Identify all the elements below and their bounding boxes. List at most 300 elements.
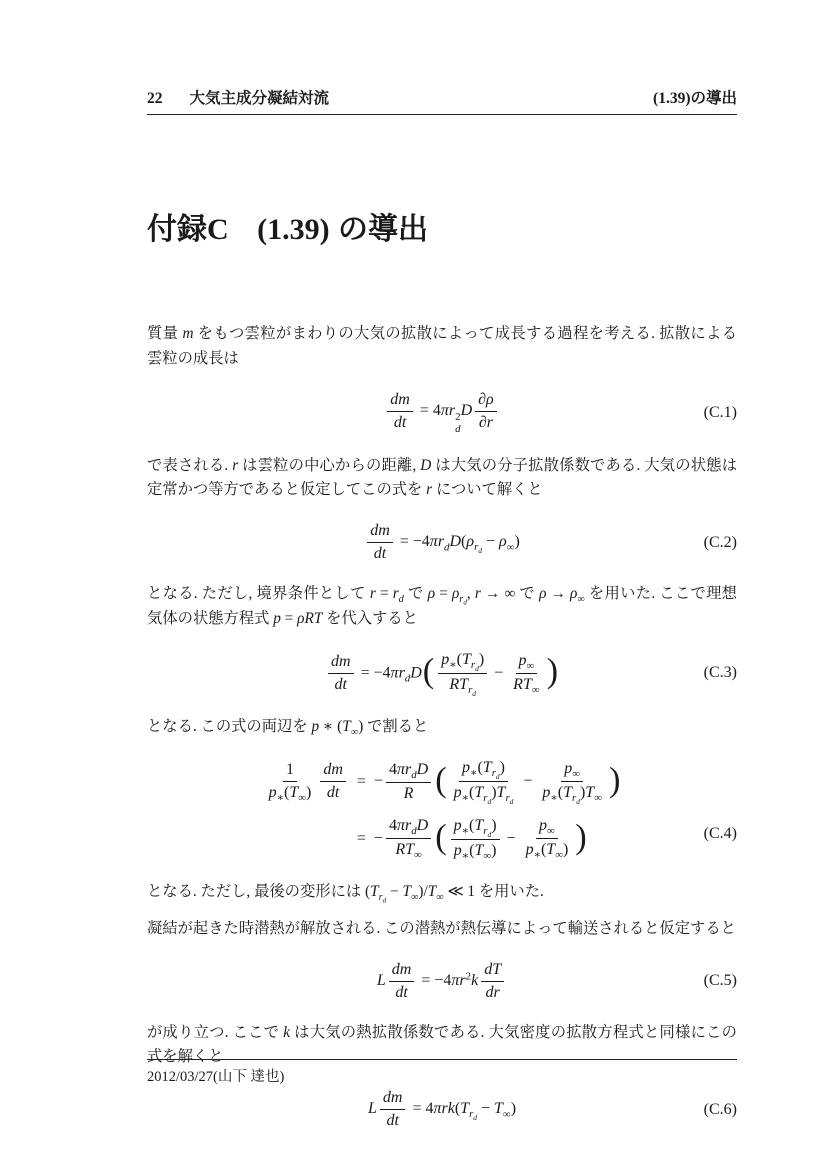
chapter-title-letter: C: [207, 213, 229, 246]
text-run: ): [491, 841, 497, 859]
text-run: ∗: [533, 849, 541, 862]
text-run: ∞: [502, 1108, 511, 1121]
fraction-denominator: [401, 783, 417, 804]
math-variable: T: [494, 1100, 503, 1118]
subscript: [449, 659, 456, 671]
math-variable: πr: [440, 401, 456, 419]
text-run: ∞: [526, 660, 535, 673]
subscript: [492, 767, 500, 779]
chapter-title-number: (1.39): [257, 213, 330, 246]
paragraph: [147, 715, 737, 740]
math-variable: d: [495, 771, 500, 781]
text-run: = −4: [395, 533, 430, 551]
math-variable: p: [462, 759, 471, 777]
math-variable: T: [474, 784, 484, 802]
fraction-denominator: [391, 412, 409, 433]
equation-cell: [259, 753, 353, 811]
math-variable: dm: [330, 652, 351, 670]
fraction-denominator: [510, 674, 542, 696]
math-variable: T: [474, 816, 484, 834]
math-variable: r: [474, 541, 479, 554]
math-variable: dT: [484, 960, 502, 978]
fraction-denominator: [476, 412, 496, 433]
text-run: ∗: [550, 791, 558, 804]
text-run: = 4: [408, 1100, 434, 1118]
math-variable: r: [392, 585, 399, 603]
text-run: ∗: [470, 767, 478, 780]
fraction-denominator: [523, 839, 572, 861]
paragraph: [147, 880, 737, 905]
equation-lines: [259, 753, 626, 867]
text-run: 2: [465, 970, 472, 983]
equation-cell: [373, 955, 511, 1008]
math-variable: r: [378, 891, 383, 903]
math-variable: dt: [386, 1112, 399, 1130]
math-variable: d: [487, 829, 492, 839]
fraction: [539, 759, 605, 805]
page-number: 22: [147, 90, 163, 107]
text-run: ≪ 1: [443, 882, 475, 900]
math-variable: r: [468, 684, 473, 697]
text-run: (: [469, 816, 475, 834]
math-variable: p: [525, 841, 534, 859]
text-run: ∞: [531, 684, 540, 697]
math-variable: d: [444, 541, 450, 554]
text-run: ): [478, 650, 485, 668]
math-variable: r: [483, 792, 488, 805]
math-variable: πr: [390, 664, 405, 682]
subscript: [298, 792, 306, 804]
math-variable: πr: [396, 817, 412, 835]
text-run: ): [510, 1100, 517, 1118]
math-variable: p: [542, 783, 551, 801]
equation-line: [364, 1083, 520, 1136]
text-run: (: [461, 533, 467, 551]
fraction-numerator: [389, 960, 415, 982]
fraction-numerator: [320, 760, 346, 782]
text-run: ∗ (: [319, 718, 343, 736]
fraction: [386, 816, 431, 861]
fraction-numerator: [367, 521, 393, 543]
math-variable: d: [411, 825, 417, 838]
equation-cell: [380, 385, 503, 441]
chapter-title: [147, 212, 737, 248]
math-variable: ρ: [570, 585, 578, 603]
math-variable: πr: [396, 760, 412, 778]
text-run: 凝結が起きた時潜熱が解放される. この潜熱が熱伝導によって輸送されると仮定すると: [147, 919, 736, 937]
text-run: −: [373, 772, 383, 790]
math-variable: D: [410, 664, 422, 682]
math-variable: d: [576, 796, 580, 806]
text-run: ∞: [298, 791, 306, 804]
subscript: [436, 892, 443, 903]
subscript: [462, 850, 469, 862]
text-run: (: [477, 759, 483, 777]
text-run: (: [469, 784, 475, 802]
math-variable: D: [416, 817, 429, 835]
math-variable: T: [289, 783, 299, 801]
header-right-number: (1.39): [653, 90, 691, 107]
text-run: (: [283, 783, 290, 801]
math-variable: dt: [373, 545, 387, 563]
fraction: [510, 651, 542, 696]
equation-line: [380, 385, 503, 441]
fraction-denominator: [392, 982, 410, 1003]
math-variable: d: [487, 797, 492, 807]
text-run: で表される.: [147, 456, 233, 474]
text-run: ∞: [350, 727, 359, 739]
text-run: ): [562, 841, 569, 859]
math-variable: RT: [449, 675, 469, 693]
math-variable: r: [459, 594, 464, 606]
text-run: −: [502, 829, 520, 847]
text-run: ∞: [555, 849, 563, 862]
text-run: −: [373, 829, 383, 847]
math-variable: ρ: [499, 533, 507, 551]
big-parenthesis: (: [435, 817, 447, 856]
fraction-numerator: [387, 390, 413, 412]
math-variable: p: [453, 784, 462, 802]
text-run: = 4: [415, 401, 441, 419]
math-variable: ρ: [427, 585, 436, 603]
text-run: が成り立つ. ここで: [147, 1023, 284, 1041]
text-run: ∞: [436, 891, 444, 903]
math-variable: m: [182, 325, 194, 342]
math-variable: πr: [451, 971, 466, 989]
subscript: [455, 423, 460, 436]
math-variable: T: [460, 1100, 470, 1118]
text-run: = −4: [417, 971, 452, 989]
equation-cell: [259, 811, 353, 867]
math-variable: p: [268, 783, 277, 801]
math-variable: D: [460, 401, 473, 419]
math-variable: d: [478, 546, 482, 556]
fraction: [266, 760, 315, 804]
text-run: で: [403, 585, 428, 603]
math-variable: r: [491, 767, 496, 780]
text-run: ∞: [572, 767, 581, 780]
fraction: [387, 390, 413, 433]
text-run: −: [519, 772, 537, 790]
equation-line: [259, 811, 626, 867]
equation-lines: [380, 385, 503, 441]
text-run: ∗: [461, 792, 470, 805]
subscript: [277, 792, 284, 804]
fraction-denominator: [392, 839, 424, 861]
text-run: (: [454, 1100, 461, 1118]
subscript: [483, 850, 491, 862]
math-variable: dm: [370, 522, 390, 540]
math-variable: D: [449, 533, 462, 551]
text-run: −: [490, 664, 508, 682]
text-run: を代入すると: [322, 609, 418, 627]
fraction: [386, 760, 431, 804]
subscript: [483, 792, 492, 807]
math-variable: ∂ρ: [478, 390, 494, 408]
text-run: 4: [388, 817, 397, 835]
text-run: ∞: [506, 541, 515, 554]
subscript: [469, 1108, 477, 1123]
equation-c2: [147, 516, 737, 569]
equation-cell: [353, 811, 370, 867]
text-run: ∗: [449, 658, 457, 671]
equation-c6: [147, 1083, 737, 1136]
math-variable: d: [404, 672, 411, 685]
text-run: 質量: [147, 325, 183, 342]
math-variable: T: [585, 783, 595, 801]
fraction-denominator: [324, 782, 342, 803]
paragraph: [147, 582, 737, 632]
subscript: [510, 797, 514, 806]
math-variable: R: [403, 784, 414, 802]
math-variable: πrk: [433, 1100, 455, 1118]
equation-c4: [147, 753, 737, 867]
equation-tag: (C.3): [703, 664, 737, 682]
math-variable: dm: [382, 1089, 403, 1107]
fraction-numerator: [561, 759, 583, 782]
big-parenthesis: ): [575, 817, 587, 856]
text-run: ,: [466, 585, 475, 603]
fraction-denominator: [331, 674, 349, 695]
math-variable: d: [472, 688, 476, 698]
text-run: で: [519, 585, 540, 603]
math-variable: dt: [326, 784, 340, 802]
fraction-numerator: [451, 816, 500, 840]
math-variable: L: [376, 971, 386, 989]
big-parenthesis: ): [608, 760, 621, 799]
subscript: [505, 792, 514, 807]
subscript: [503, 1108, 511, 1120]
fraction-denominator: [446, 674, 479, 697]
fraction: [328, 652, 354, 695]
text-run: ): [491, 816, 497, 834]
fraction-denominator: [483, 982, 503, 1003]
fraction-denominator: [383, 1110, 401, 1131]
math-variable: p: [539, 817, 548, 835]
equation-c5: [147, 955, 737, 1008]
math-variable: p: [453, 816, 462, 834]
fraction: [451, 816, 500, 862]
subscript: [534, 849, 541, 861]
fraction-numerator: [536, 816, 558, 839]
math-variable: ∂r: [478, 413, 493, 431]
math-variable: dt: [395, 983, 408, 1001]
fraction-numerator: [380, 1088, 406, 1110]
math-variable: dm: [391, 960, 412, 978]
math-variable: d: [455, 423, 461, 436]
text-run: をもつ雲粒がまわりの大気の拡散によって成長する過程を考える. 拡散による雲粒の成長は: [147, 325, 738, 367]
text-run: となる. ただし, 境界条件として: [147, 585, 370, 603]
big-parenthesis: (: [422, 652, 435, 691]
math-variable: r: [369, 585, 376, 603]
text-run: ∗: [461, 824, 470, 837]
fraction-numerator: [386, 760, 431, 783]
text-run: (: [540, 841, 547, 859]
math-variable: dt: [334, 675, 347, 693]
text-run: は大気の熱拡散係数である. 大気密度の拡散方程式と同様にこの式を解くと: [147, 1023, 737, 1066]
fraction: [438, 650, 487, 698]
fraction: [367, 521, 393, 564]
text-run: ∞: [414, 849, 422, 862]
fraction-numerator: [328, 652, 354, 674]
equation-tag: (C.1): [703, 403, 737, 421]
math-variable: d: [475, 663, 479, 673]
text-run: ∗: [461, 850, 470, 863]
subscript: [483, 825, 491, 837]
text-run: ): [491, 784, 497, 802]
header-right-suffix: の導出: [690, 90, 737, 107]
fraction-denominator: [371, 543, 389, 564]
text-run: =: [356, 829, 366, 847]
text-run: ∞: [410, 891, 419, 903]
subscript: [547, 825, 555, 837]
text-run: (: [469, 841, 475, 859]
text-run: = −4: [356, 664, 391, 682]
equation-c3: [147, 645, 737, 703]
text-run: =: [435, 585, 452, 603]
math-variable: dr: [485, 983, 500, 1001]
fraction-denominator: [451, 840, 500, 862]
subscript: [468, 684, 476, 696]
math-variable: D: [416, 760, 429, 778]
header-section-title: 大気主成分凝結対流: [189, 90, 330, 107]
subscript: [527, 660, 535, 672]
text-run: は大気の分子拡散係数である. 大気の状態は定常かつ等方であると仮定してこの式を: [147, 456, 737, 499]
equation-lines: [373, 955, 511, 1008]
paragraph: [147, 454, 737, 504]
text-run: →: [546, 585, 571, 603]
math-variable: r: [572, 791, 577, 804]
math-variable: r: [426, 481, 433, 499]
subscript: [577, 594, 584, 605]
math-variable: RT: [395, 841, 415, 859]
subscript: [550, 792, 557, 804]
text-run: ): [358, 718, 364, 736]
subscript: [471, 659, 479, 671]
math-variable: T: [427, 882, 437, 900]
equation-tag: (C.4): [703, 824, 737, 842]
fraction: [380, 1088, 406, 1131]
fraction-numerator: [438, 650, 487, 674]
text-run: −: [481, 533, 500, 551]
equation-tag: (C.6): [703, 1100, 737, 1118]
fraction-denominator: [539, 782, 605, 805]
subscript: [472, 689, 476, 698]
fraction-denominator: [266, 782, 315, 804]
text-run: 4: [388, 760, 397, 778]
math-variable: r: [483, 824, 488, 837]
text-run: を用いた. ここで理想気体の状態方程式: [147, 585, 737, 627]
math-variable: p: [518, 651, 527, 669]
math-variable: πr: [429, 533, 445, 551]
math-variable: p: [441, 650, 450, 668]
big-parenthesis: (: [435, 760, 447, 799]
text-run: ∞: [547, 825, 555, 838]
math-variable: r: [232, 456, 239, 474]
text-run: (: [557, 783, 564, 801]
text-run: → ∞: [480, 585, 520, 603]
text-run: =: [356, 772, 366, 790]
equation-line: [373, 955, 511, 1008]
fraction-numerator: [481, 960, 504, 982]
text-run: ∗: [276, 791, 284, 804]
subscript: [474, 541, 482, 556]
math-variable: d: [509, 797, 514, 807]
math-variable: k: [471, 971, 479, 989]
equation-line: [259, 753, 626, 811]
math-variable: p: [311, 718, 320, 736]
paragraph: [147, 917, 737, 942]
math-variable: T: [546, 841, 556, 859]
subscript: [555, 849, 563, 861]
text-run: ∞: [594, 791, 602, 804]
subscript: [462, 792, 469, 804]
equation-cell: [321, 645, 563, 703]
text-run: ): [305, 783, 312, 801]
math-variable: r: [469, 1108, 474, 1121]
fraction-numerator: [386, 816, 431, 839]
math-variable: T: [474, 841, 484, 859]
math-variable: L: [367, 1100, 377, 1118]
fraction: [320, 760, 346, 803]
equation-line: [360, 516, 524, 569]
text-run: (: [456, 650, 462, 668]
math-variable: d: [463, 598, 467, 607]
text-run: =: [375, 585, 393, 603]
chapter-title-suffix: の導出: [329, 213, 428, 246]
equation-lines: [321, 645, 563, 703]
fraction: [475, 390, 497, 433]
math-variable: T: [496, 784, 506, 802]
fraction: [451, 758, 517, 806]
fraction-numerator: [459, 758, 508, 782]
math-variable: dt: [393, 413, 407, 431]
fraction: [481, 960, 504, 1003]
text-run: 1: [285, 760, 294, 778]
math-variable: dm: [323, 761, 343, 779]
page-footer: [147, 1059, 737, 1086]
equation-lines: [360, 516, 524, 569]
text-run: を用いた.: [475, 882, 544, 900]
equation-lines: [364, 1083, 520, 1136]
equation-cell: [364, 1083, 520, 1136]
text-run: ∞: [577, 594, 585, 606]
text-run: ): [514, 533, 520, 551]
math-variable: r: [470, 658, 476, 671]
math-variable: ρ: [451, 585, 460, 603]
fraction-numerator: [475, 390, 497, 412]
math-variable: T: [482, 759, 492, 777]
math-variable: d: [398, 594, 404, 606]
fraction: [523, 816, 572, 861]
math-variable: p: [273, 609, 281, 627]
math-variable: ρ: [466, 533, 475, 551]
equation-cell: [353, 753, 370, 811]
subscript: [532, 684, 540, 696]
fraction-numerator: [516, 651, 538, 674]
text-run: =: [280, 609, 298, 627]
text-run: ): [579, 783, 586, 801]
text-run: 2: [455, 410, 461, 423]
fraction: [389, 960, 415, 1003]
big-parenthesis: ): [546, 652, 559, 691]
math-variable: d: [411, 768, 417, 781]
paragraph: [147, 322, 737, 372]
subscript: [594, 792, 602, 804]
text-run: −: [386, 882, 403, 900]
math-variable: d: [473, 1113, 477, 1123]
math-variable: r: [474, 585, 481, 603]
